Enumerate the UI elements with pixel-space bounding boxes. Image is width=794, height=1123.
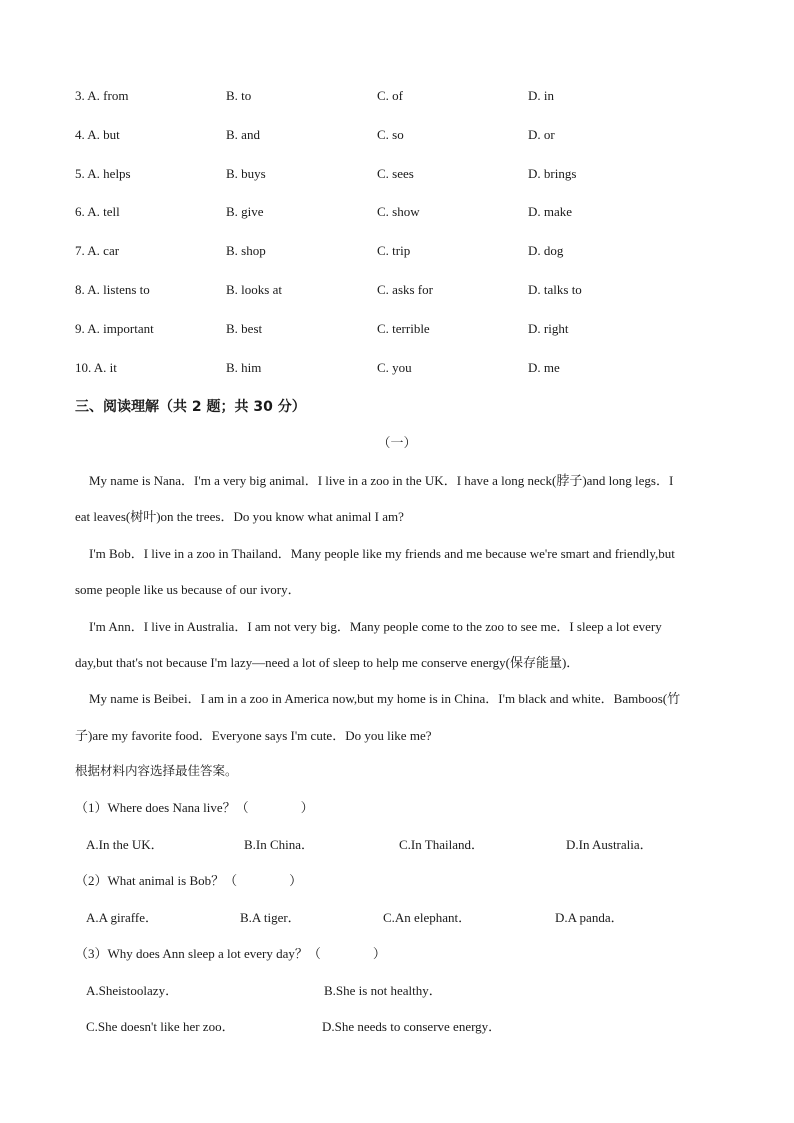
option-c: C. trip <box>377 243 411 258</box>
option-d: D. me <box>528 360 560 375</box>
option-row-7 <box>75 243 755 261</box>
passage-line: I'm Ann．I live in Australia．I am not very big．Many people come to the zoo to see me．I sleep a lot every <box>89 619 662 634</box>
option-a: 8. A. listens to <box>75 282 150 297</box>
option-a: 3. A. from <box>75 88 129 103</box>
answer-d: D.In Australia． <box>566 837 653 852</box>
option-row-4 <box>75 127 755 145</box>
answer-row <box>86 1016 736 1034</box>
answer-a: A.Sheistoolazy． <box>86 983 179 998</box>
option-d: D. dog <box>528 243 564 258</box>
option-b: B. buys <box>226 166 266 181</box>
passage-line: day,but that's not because I'm lazy—need a lot of sleep to help me conserve energy(保存能量)． <box>75 655 580 670</box>
option-row-9 <box>75 321 755 339</box>
passage-line: 子)are my favorite food．Everyone says I'm cute．Do you like me? <box>75 728 432 743</box>
answer-c: C.In Thailand． <box>399 837 484 852</box>
answer-b: B.In China． <box>244 837 315 852</box>
answer-row <box>86 834 736 852</box>
answer-row <box>86 907 736 925</box>
option-c: C. sees <box>377 166 414 181</box>
option-a: 9. A. important <box>75 321 154 336</box>
option-b: B. best <box>226 321 263 336</box>
option-a: 5. A. helps <box>75 166 131 181</box>
option-c: C. of <box>377 88 403 103</box>
option-d: D. right <box>528 321 569 336</box>
option-c: C. show <box>377 204 420 219</box>
option-b: B. looks at <box>226 282 282 297</box>
passage-number: （一） <box>377 435 417 450</box>
option-a: 4. A. but <box>75 127 120 142</box>
option-d: D. brings <box>528 166 577 181</box>
option-row-5 <box>75 166 755 184</box>
option-a: 10. A. it <box>75 360 117 375</box>
answer-c: C.An elephant． <box>383 910 472 925</box>
option-row-8 <box>75 282 755 300</box>
section-title: 三、阅读理解（共 2 题；共 30 分） <box>75 399 306 415</box>
option-d: D. make <box>528 204 573 219</box>
answer-c: C.She doesn't like her zoo． <box>86 1019 235 1034</box>
answer-d: D.She needs to conserve energy． <box>322 1019 502 1034</box>
option-b: B. to <box>226 88 252 103</box>
option-row-6 <box>75 204 755 222</box>
option-a: 7. A. car <box>75 243 120 258</box>
question-stem: （3）Why does Ann sleep a lot every day？（ ） <box>75 946 386 961</box>
option-d: D. talks to <box>528 282 582 297</box>
answer-b: B.She is not healthy． <box>324 983 442 998</box>
option-c: C. so <box>377 127 404 142</box>
option-c: C. you <box>377 360 412 375</box>
question-stem: （1）Where does Nana live？（ ） <box>75 800 314 815</box>
passage-line: some people like us because of our ivory． <box>75 582 301 597</box>
option-b: B. give <box>226 204 264 219</box>
instruction: 根据材料内容选择最佳答案。 <box>75 763 238 778</box>
option-c: C. terrible <box>377 321 430 336</box>
answer-b: B.A tiger． <box>240 910 301 925</box>
option-b: B. him <box>226 360 262 375</box>
option-row-3 <box>75 88 755 106</box>
question-stem: （2）What animal is Bob？（ ） <box>75 873 303 888</box>
answer-a: A.In the UK． <box>86 837 164 852</box>
option-c: C. asks for <box>377 282 433 297</box>
answer-a: A.A giraffe． <box>86 910 158 925</box>
option-row-10 <box>75 360 755 378</box>
option-d: D. or <box>528 127 555 142</box>
option-b: B. shop <box>226 243 266 258</box>
passage-line: My name is Nana．I'm a very big animal．I live in a zoo in the UK．I have a long neck(脖子)and long legs．I <box>89 473 674 488</box>
option-a: 6. A. tell <box>75 204 120 219</box>
answer-d: D.A panda． <box>555 910 624 925</box>
passage-line: eat leaves(树叶)on the trees．Do you know what animal I am? <box>75 509 404 524</box>
option-d: D. in <box>528 88 554 103</box>
answer-row <box>86 980 736 998</box>
passage-line: My name is Beibei．I am in a zoo in America now,but my home is in China．I'm black and white．Bamboos(竹 <box>89 691 681 706</box>
passage-line: I'm Bob．I live in a zoo in Thailand．Many people like my friends and me because we're smart and friendly,but <box>89 546 675 561</box>
option-b: B. and <box>226 127 260 142</box>
